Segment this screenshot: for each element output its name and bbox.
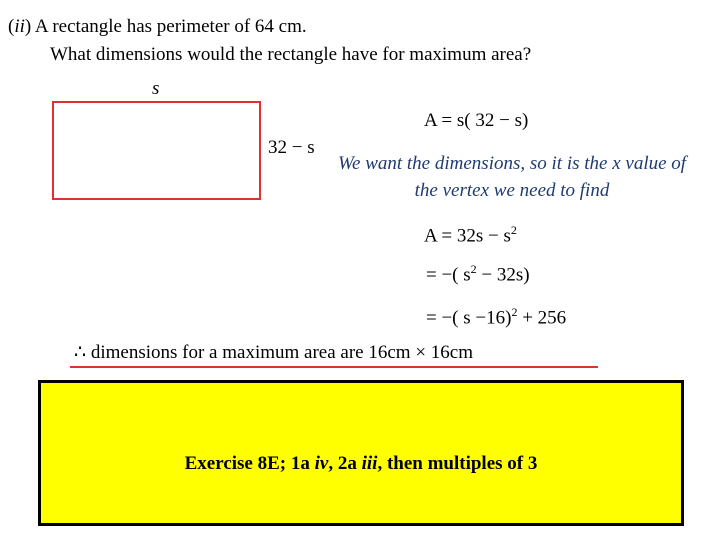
completed-square-equation: = −( s −16)$^2$ + 256 bbox=[426, 305, 567, 329]
rect-side-label: 32 − s bbox=[268, 137, 315, 158]
exercise-box bbox=[38, 380, 684, 526]
question-text-2: What dimensions would the rectangle have for maximum area? bbox=[50, 44, 532, 65]
expanded-equation: $A = 32s - s^2$ bbox=[424, 223, 517, 247]
area-equation: A = s( 32 − s) bbox=[424, 110, 529, 131]
vertex-note: We want the dimensions, so it is the x value of the vertex we need to find bbox=[337, 153, 687, 201]
question-text-1: A rectangle has perimeter of 64 cm. bbox=[34, 16, 307, 37]
rectangle-diagram bbox=[52, 101, 261, 200]
exercise-text: Exercise 8E; 1a iv, 2a iii, then multiples of 3 bbox=[184, 453, 538, 474]
factored-equation: = −( $s^2 - 32s$) bbox=[426, 262, 530, 286]
conclusion-underline bbox=[70, 366, 598, 368]
conclusion-text: ∴ dimensions for a maximum area are 16cm × 16cm bbox=[74, 342, 473, 363]
question-line-1 bbox=[8, 16, 307, 38]
rect-top-label: s bbox=[152, 78, 160, 99]
question-part-label: (ii) bbox=[8, 16, 32, 37]
